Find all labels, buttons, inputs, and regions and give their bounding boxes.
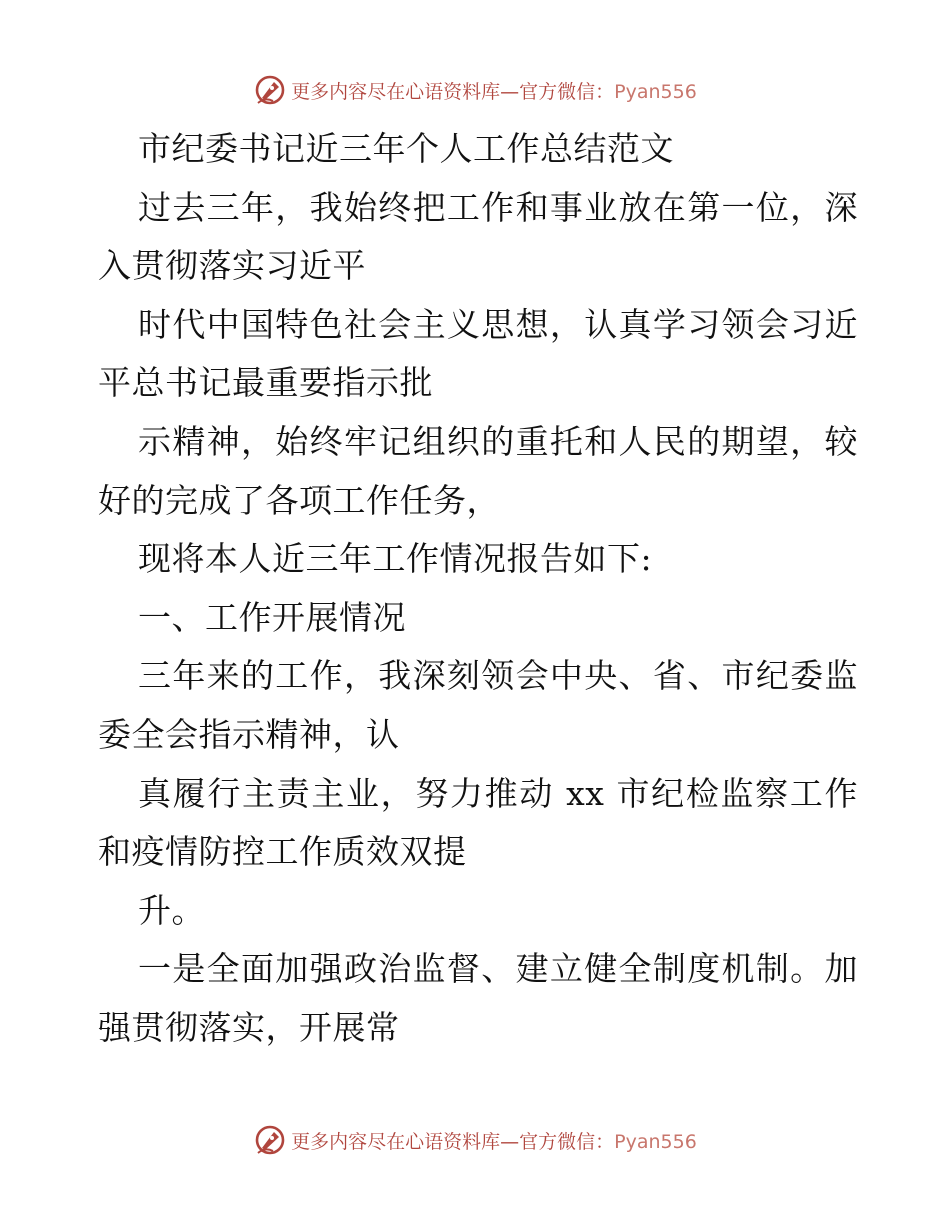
paragraph: 过去三年，我始终把工作和事业放在第一位，深入贯彻落实习近平 xyxy=(98,187,858,286)
paragraph: 示精神，始终牢记组织的重托和人民的期望，较好的完成了各项工作任务， xyxy=(98,421,858,520)
section-heading: 一、工作开展情况 xyxy=(138,597,406,637)
banner-text: 更多内容尽在心语资料库—官方微信：Pyan556 xyxy=(291,80,697,103)
paragraph: 现将本人近三年工作情况报告如下: xyxy=(138,539,653,579)
pen-nib-logo-icon xyxy=(253,73,287,107)
pen-nib-logo-icon xyxy=(253,1123,287,1157)
banner-text: 更多内容尽在心语资料库—官方微信：Pyan556 xyxy=(291,1130,697,1153)
paragraph: 真履行主责主业，努力推动 xx 市纪检监察工作和疫情防控工作质效双提 xyxy=(98,773,858,872)
paragraph: 三年来的工作，我深刻领会中央、省、市纪委监委全会指示精神，认 xyxy=(98,656,858,754)
paragraph: 升。 xyxy=(138,890,205,930)
header-watermark-banner xyxy=(0,70,950,110)
footer-watermark-banner xyxy=(0,1120,950,1160)
banner-handle: Pyan556 xyxy=(614,1130,697,1153)
paragraph: 一是全面加强政治监督、建立健全制度机制。加强贯彻落实，开展常 xyxy=(98,949,858,1047)
document-body xyxy=(98,120,858,1058)
banner-handle: Pyan556 xyxy=(614,80,697,103)
paragraph: 时代中国特色社会主义思想，认真学习领会习近平总书记最重要指示批 xyxy=(98,304,858,403)
document-title: 市纪委书记近三年个人工作总结范文 xyxy=(138,129,674,168)
